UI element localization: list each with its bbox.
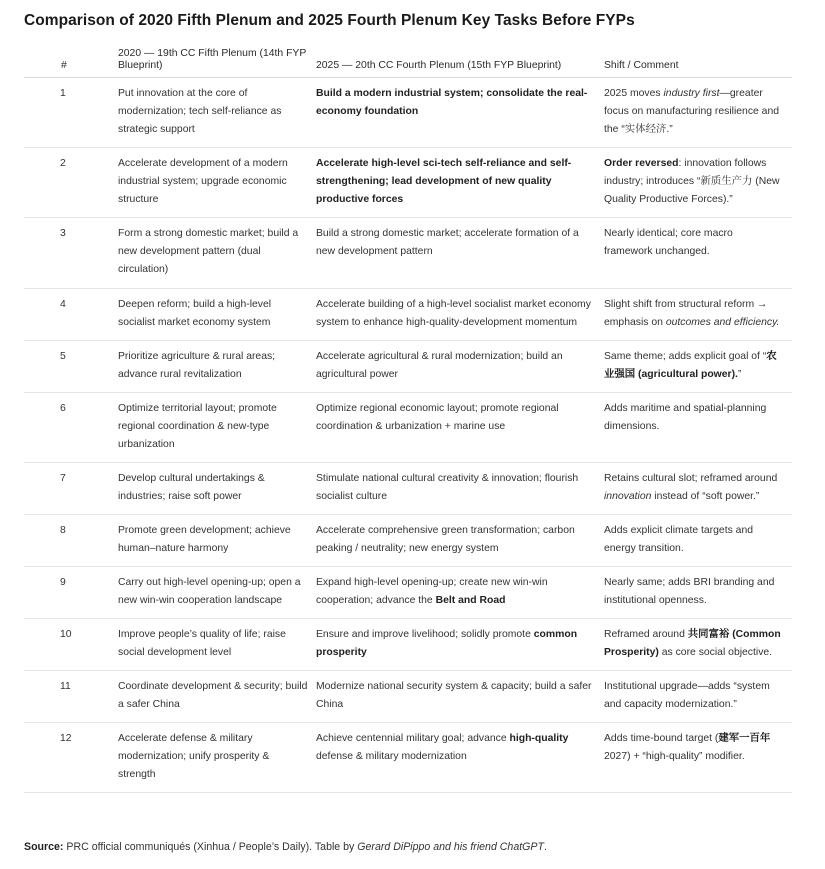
cell-text-segment: Retains cultural slot; reframed around	[604, 473, 778, 484]
row-number: 10	[24, 619, 118, 671]
table-body	[24, 78, 792, 793]
table-row	[24, 148, 792, 218]
header-row	[24, 38, 792, 78]
cell-text-segment: Build a modern industrial system; consolidate the real-economy foundation	[316, 88, 588, 117]
cell-shift-comment	[604, 289, 792, 341]
cell-shift-comment	[604, 341, 792, 393]
table-row	[24, 289, 792, 341]
cell-2025-task	[316, 515, 604, 567]
table-row	[24, 463, 792, 515]
cell-shift-comment	[604, 515, 792, 567]
cell-text-segment: outcomes and efficiency.	[665, 317, 780, 328]
cell-2025-task	[316, 723, 604, 793]
row-number: 11	[24, 671, 118, 723]
cell-2020-task: Optimize territorial layout; promote regional coordination & new-type urbanization	[118, 393, 316, 463]
cell-text-segment: 共同富裕 (Common Prosperity)	[604, 629, 781, 658]
cell-shift-comment	[604, 393, 792, 463]
cell-text-segment: Adds maritime and spatial-planning dimensions.	[604, 403, 767, 432]
cell-shift-comment	[604, 619, 792, 671]
table-header	[24, 38, 792, 78]
cell-shift-comment	[604, 567, 792, 619]
cell-text-segment: Reframed around	[604, 629, 688, 640]
cell-2025-task	[316, 567, 604, 619]
header-number: #	[24, 38, 118, 78]
source-label: Source:	[24, 841, 64, 853]
cell-2025-task	[316, 671, 604, 723]
table-row	[24, 341, 792, 393]
table-row	[24, 218, 792, 289]
row-number: 8	[24, 515, 118, 567]
cell-text-segment: 2025 moves	[604, 88, 664, 99]
cell-text-segment: Accelerate building of a high-level socialist market economy system to enhance high-quality-development momentum	[316, 299, 591, 328]
cell-text-segment: Modernize national security system & capacity; build a safer China	[316, 681, 592, 710]
cell-2020-task: Deepen reform; build a high-level socialist market economy system	[118, 289, 316, 341]
cell-shift-comment	[604, 463, 792, 515]
source-text: PRC official communiqués (Xinhua / People’s Daily). Table by	[63, 841, 358, 853]
cell-text-segment: Optimize regional economic layout; promote regional coordination & urbanization + marine use	[316, 403, 559, 432]
cell-shift-comment	[604, 148, 792, 218]
cell-text-segment: Slight shift from structural reform → emphasis on	[604, 299, 768, 328]
cell-2025-task	[316, 289, 604, 341]
table-row	[24, 515, 792, 567]
cell-2020-task: Coordinate development & security; build a safer China	[118, 671, 316, 723]
row-number: 5	[24, 341, 118, 393]
header-shift-comment: Shift / Comment	[604, 38, 792, 78]
table-row	[24, 393, 792, 463]
cell-2025-task	[316, 463, 604, 515]
table-row	[24, 671, 792, 723]
cell-shift-comment	[604, 723, 792, 793]
row-number: 12	[24, 723, 118, 793]
cell-2020-task: Put innovation at the core of modernization; tech self-reliance as strategic support	[118, 78, 316, 148]
cell-2025-task	[316, 78, 604, 148]
cell-2020-task: Promote green development; achieve human–nature harmony	[118, 515, 316, 567]
cell-2020-task: Develop cultural undertakings & industries; raise soft power	[118, 463, 316, 515]
cell-text-segment: common prosperity	[316, 629, 578, 658]
cell-shift-comment	[604, 78, 792, 148]
cell-text-segment: Order reversed	[604, 158, 679, 169]
table-title: Comparison of 2020 Fifth Plenum and 2025 Fourth Plenum Key Tasks Before FYPs	[24, 12, 635, 29]
cell-text-segment: Adds time-bound target (	[604, 733, 719, 744]
cell-2020-task: Form a strong domestic market; build a new development pattern (dual circulation)	[118, 218, 316, 289]
cell-text-segment: 农业强国 (agricultural power).	[604, 351, 777, 380]
cell-2020-task: Carry out high-level opening-up; open a new win-win cooperation landscape	[118, 567, 316, 619]
cell-text-segment: Stimulate national cultural creativity & innovation; flourish socialist culture	[316, 473, 579, 502]
row-number: 6	[24, 393, 118, 463]
cell-2020-task: Accelerate defense & military modernization; unify prosperity & strength	[118, 723, 316, 793]
cell-text-segment: as core social objective.	[658, 647, 773, 658]
comparison-table	[24, 38, 792, 793]
cell-text-segment: Adds explicit climate targets and energy transition.	[604, 525, 754, 554]
cell-text-segment: Belt and Road	[435, 595, 506, 606]
header-2025-plenum: 2025 — 20th CC Fourth Plenum (15th FYP Blueprint)	[316, 38, 604, 78]
cell-text-segment: Accelerate comprehensive green transformation; carbon peaking / neutrality; new energy system	[316, 525, 575, 554]
row-number: 1	[24, 78, 118, 148]
table-row	[24, 619, 792, 671]
cell-text-segment: innovation	[604, 491, 652, 502]
row-number: 7	[24, 463, 118, 515]
table-row	[24, 78, 792, 148]
header-2020-plenum: 2020 — 19th CC Fifth Plenum (14th FYP Blueprint)	[118, 38, 316, 78]
row-number: 4	[24, 289, 118, 341]
cell-text-segment: Expand high-level opening-up; create new win-win cooperation; advance the	[316, 577, 548, 606]
cell-text-segment: : innovation follows industry; introduces “新质生产力 (New Quality Productive Forces).”	[604, 158, 780, 205]
cell-text-segment: Achieve centennial military goal; advance	[316, 733, 510, 744]
cell-2020-task: Prioritize agriculture & rural areas; advance rural revitalization	[118, 341, 316, 393]
table-row	[24, 567, 792, 619]
source-end: .	[543, 841, 547, 853]
cell-shift-comment	[604, 218, 792, 289]
cell-text-segment: Nearly same; adds BRI branding and institutional openness.	[604, 577, 775, 606]
cell-2025-task	[316, 341, 604, 393]
cell-text-segment: Accelerate high-level sci-tech self-reliance and self-strengthening; lead development of new quality productive forces	[316, 158, 572, 205]
cell-text-segment: high-quality	[509, 733, 569, 744]
cell-2020-task: Improve people’s quality of life; raise social development level	[118, 619, 316, 671]
cell-2025-task	[316, 148, 604, 218]
source-note	[24, 841, 547, 853]
cell-text-segment: Ensure and improve livelihood; solidly promote	[316, 629, 534, 640]
cell-shift-comment	[604, 671, 792, 723]
cell-2025-task	[316, 393, 604, 463]
cell-text-segment: Build a strong domestic market; accelerate formation of a new development pattern	[316, 228, 579, 257]
cell-text-segment: 2027) + “high-quality” modifier.	[604, 751, 745, 762]
cell-text-segment: Same theme; adds explicit goal of “	[604, 351, 767, 362]
row-number: 2	[24, 148, 118, 218]
cell-text-segment: ”	[737, 369, 742, 380]
cell-text-segment: —greater focus on manufacturing resilience and the “实体经济.”	[604, 88, 780, 135]
cell-text-segment: defense & military modernization	[316, 751, 467, 762]
cell-text-segment: industry first	[663, 88, 720, 99]
cell-text-segment: Institutional upgrade—adds “system and capacity modernization.”	[604, 681, 770, 710]
cell-2025-task	[316, 619, 604, 671]
row-number: 3	[24, 218, 118, 289]
cell-text-segment: instead of “soft power.”	[651, 491, 760, 502]
row-number: 9	[24, 567, 118, 619]
cell-2025-task	[316, 218, 604, 289]
cell-text-segment: Nearly identical; core macro framework unchanged.	[604, 228, 733, 257]
cell-2020-task: Accelerate development of a modern industrial system; upgrade economic structure	[118, 148, 316, 218]
table-row	[24, 723, 792, 793]
cell-text-segment: 建军一百年	[718, 733, 771, 744]
cell-text-segment: Accelerate agricultural & rural modernization; build an agricultural power	[316, 351, 563, 380]
source-credit: Gerard DiPippo and his friend ChatGPT	[357, 841, 544, 853]
